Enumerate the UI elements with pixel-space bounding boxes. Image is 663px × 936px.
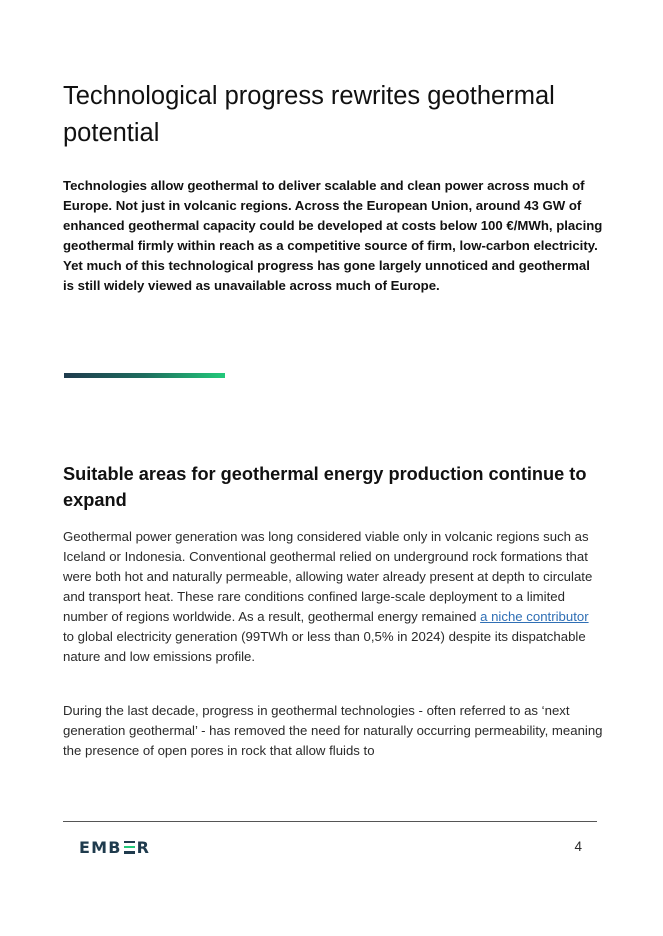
page-number: 4 — [574, 839, 582, 854]
logo-text-left: EMB — [79, 837, 122, 857]
body-paragraph-2: During the last decade, progress in geothermal technologies - often referred to as ‘next generation geothermal’ - has removed the need for naturally occurring permeability, meaning the presence of open pores in rock that allow fluids to — [63, 703, 603, 758]
ember-logo — [79, 838, 150, 856]
logo-e-mark — [124, 841, 135, 854]
accent-divider — [64, 373, 225, 378]
niche-contributor-link[interactable]: a niche contributor — [480, 609, 589, 624]
paragraph-text: Geothermal power generation was long considered viable only in volcanic regions such as Iceland or Indonesia. Conventional geothermal relied on underground rock formations that were both hot and naturally permeable, allowing water already present at depth to circulate and transport heat. These rare conditions confined large-scale deployment to a limited number of regions worldwide. As a result, geothermal energy remained — [63, 529, 593, 624]
intro-summary: Technologies allow geothermal to deliver scalable and clean power across much of Europe. Not just in volcanic regions. Across the European Union, around 43 GW of enhanced geothermal capacity could be developed at costs below 100 €/MWh, placing geothermal firmly within reach as a competitive source of firm, low-carbon electricity. Yet much of this technological progress has gone largely unnoticed and geothermal is still widely viewed as unavailable across much of Europe. — [63, 178, 603, 293]
paragraph-text: to global electricity generation (99TWh or less than 0,5% in 2024) despite its dispatchable nature and low emissions profile. — [63, 629, 586, 664]
logo-text-right: R — [136, 837, 151, 857]
footer-divider — [63, 821, 597, 822]
body-paragraph-1 — [63, 527, 603, 667]
page-title: Technological progress rewrites geothermal potential — [63, 82, 555, 147]
section-title: Suitable areas for geothermal energy production continue to expand — [63, 464, 587, 510]
